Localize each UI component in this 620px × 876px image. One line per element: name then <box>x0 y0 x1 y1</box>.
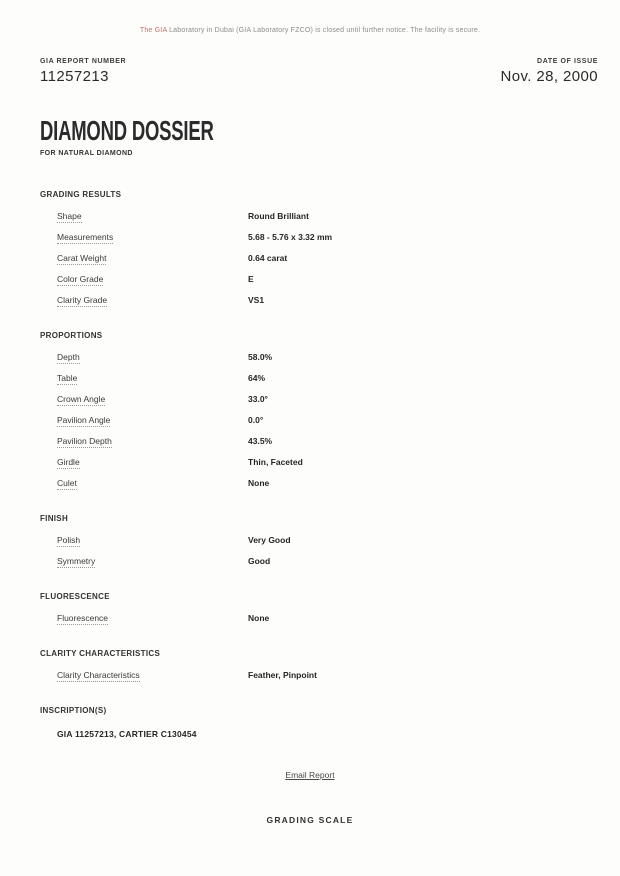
depth-value: 58.0% <box>248 352 273 362</box>
notice-text-gray: Laboratory in Dubai (GIA Laboratory FZCO) is closed until further notice. The facility is secure. <box>166 27 481 34</box>
section-heading: INSCRIPTION(S) <box>40 706 107 715</box>
row-label <box>57 352 248 362</box>
report-row-polish <box>57 535 620 545</box>
pavilion-depth-value: 43.5% <box>248 436 273 446</box>
crown-angle-value: 33.0° <box>248 394 268 404</box>
page-subtitle: FOR NATURAL DIAMOND <box>40 150 133 157</box>
section-inscriptions <box>0 706 620 739</box>
inscription-text: GIA 11257213, CARTIER C130454 <box>57 729 197 739</box>
crown-angle-label[interactable]: Crown Angle <box>57 394 106 404</box>
report-number-label: GIA REPORT NUMBER <box>40 58 127 65</box>
report-row-table <box>57 373 620 383</box>
lab-closure-notice <box>0 27 620 34</box>
report-row-pavilion-angle <box>57 415 620 425</box>
row-label <box>57 457 248 467</box>
report-row-carat-weight <box>57 253 620 263</box>
girdle-label[interactable]: Girdle <box>57 457 80 467</box>
email-report-wrap <box>0 769 620 779</box>
section-finish <box>0 514 620 566</box>
report-body <box>0 190 620 825</box>
row-label <box>57 232 248 242</box>
pavilion-angle-label[interactable]: Pavilion Angle <box>57 415 111 425</box>
row-label <box>57 556 248 566</box>
polish-value: Very Good <box>248 535 291 545</box>
culet-label[interactable]: Culet <box>57 478 77 488</box>
section-heading: GRADING RESULTS <box>40 190 122 199</box>
girdle-value: Thin, Faceted <box>248 457 303 467</box>
report-row-culet <box>57 478 620 488</box>
title-block <box>40 117 303 157</box>
section-heading: FINISH <box>40 514 69 523</box>
section-heading: FLUORESCENCE <box>40 592 110 601</box>
row-label <box>57 373 248 383</box>
row-label <box>57 253 248 263</box>
report-row-depth <box>57 352 620 362</box>
notice-text-red: The GIA <box>139 27 167 34</box>
date-of-issue-label: DATE OF ISSUE <box>537 58 598 65</box>
clarity-characteristics-value: Feather, Pinpoint <box>248 670 317 680</box>
date-of-issue-block <box>501 58 599 85</box>
row-label <box>57 211 248 221</box>
color-grade-value: E <box>248 274 254 284</box>
measurements-label[interactable]: Measurements <box>57 232 114 242</box>
symmetry-value: Good <box>248 556 271 566</box>
report-row-shape <box>57 211 620 221</box>
report-row-pavilion-depth <box>57 436 620 446</box>
shape-label[interactable]: Shape <box>57 211 82 221</box>
row-label <box>57 295 248 305</box>
color-grade-label[interactable]: Color Grade <box>57 274 104 284</box>
row-label <box>57 535 248 545</box>
report-row-clarity-grade <box>57 295 620 305</box>
report-row-symmetry <box>57 556 620 566</box>
section-clarity-characteristics <box>0 649 620 680</box>
row-label <box>57 478 248 488</box>
row-label <box>57 613 248 623</box>
report-number-block <box>40 58 126 85</box>
report-row-crown-angle <box>57 394 620 404</box>
row-label <box>57 394 248 404</box>
report-header <box>40 58 598 85</box>
row-label <box>57 415 248 425</box>
section-heading: CLARITY CHARACTERISTICS <box>40 649 161 658</box>
report-row-color-grade <box>57 274 620 284</box>
clarity-grade-value: VS1 <box>248 295 265 305</box>
carat-weight-label[interactable]: Carat Weight <box>57 253 107 263</box>
pavilion-angle-value: 0.0° <box>248 415 264 425</box>
report-row-girdle <box>57 457 620 467</box>
carat-weight-value: 0.64 carat <box>248 253 288 263</box>
symmetry-label[interactable]: Symmetry <box>57 556 96 566</box>
clarity-characteristics-label[interactable]: Clarity Characteristics <box>57 670 140 680</box>
table-value: 64% <box>248 373 266 383</box>
section-heading: PROPORTIONS <box>40 331 103 340</box>
date-of-issue-value: Nov. 28, 2000 <box>500 68 598 85</box>
measurements-value: 5.68 - 5.76 x 3.32 mm <box>248 232 333 242</box>
fluorescence-value: None <box>248 613 270 623</box>
clarity-grade-label[interactable]: Clarity Grade <box>57 295 108 305</box>
section-proportions <box>0 331 620 488</box>
report-row-clarity-characteristics <box>57 670 620 680</box>
page-title: DIAMOND DOSSIER <box>40 115 214 146</box>
table-label[interactable]: Table <box>57 373 78 383</box>
report-row-fluorescence <box>57 613 620 623</box>
row-label <box>57 670 248 680</box>
grading-scale-heading: GRADING SCALE <box>266 815 354 825</box>
section-fluorescence <box>0 592 620 623</box>
row-label <box>57 436 248 446</box>
polish-label[interactable]: Polish <box>57 535 81 545</box>
section-grading-results <box>0 190 620 305</box>
depth-label[interactable]: Depth <box>57 352 80 362</box>
row-label <box>57 274 248 284</box>
report-row-measurements <box>57 232 620 242</box>
email-report-link[interactable]: Email Report <box>285 770 335 780</box>
fluorescence-label[interactable]: Fluorescence <box>57 613 109 623</box>
report-number-value: 11257213 <box>40 68 109 85</box>
culet-value: None <box>248 478 270 488</box>
pavilion-depth-label[interactable]: Pavilion Depth <box>57 436 112 446</box>
shape-value: Round Brilliant <box>248 211 309 221</box>
